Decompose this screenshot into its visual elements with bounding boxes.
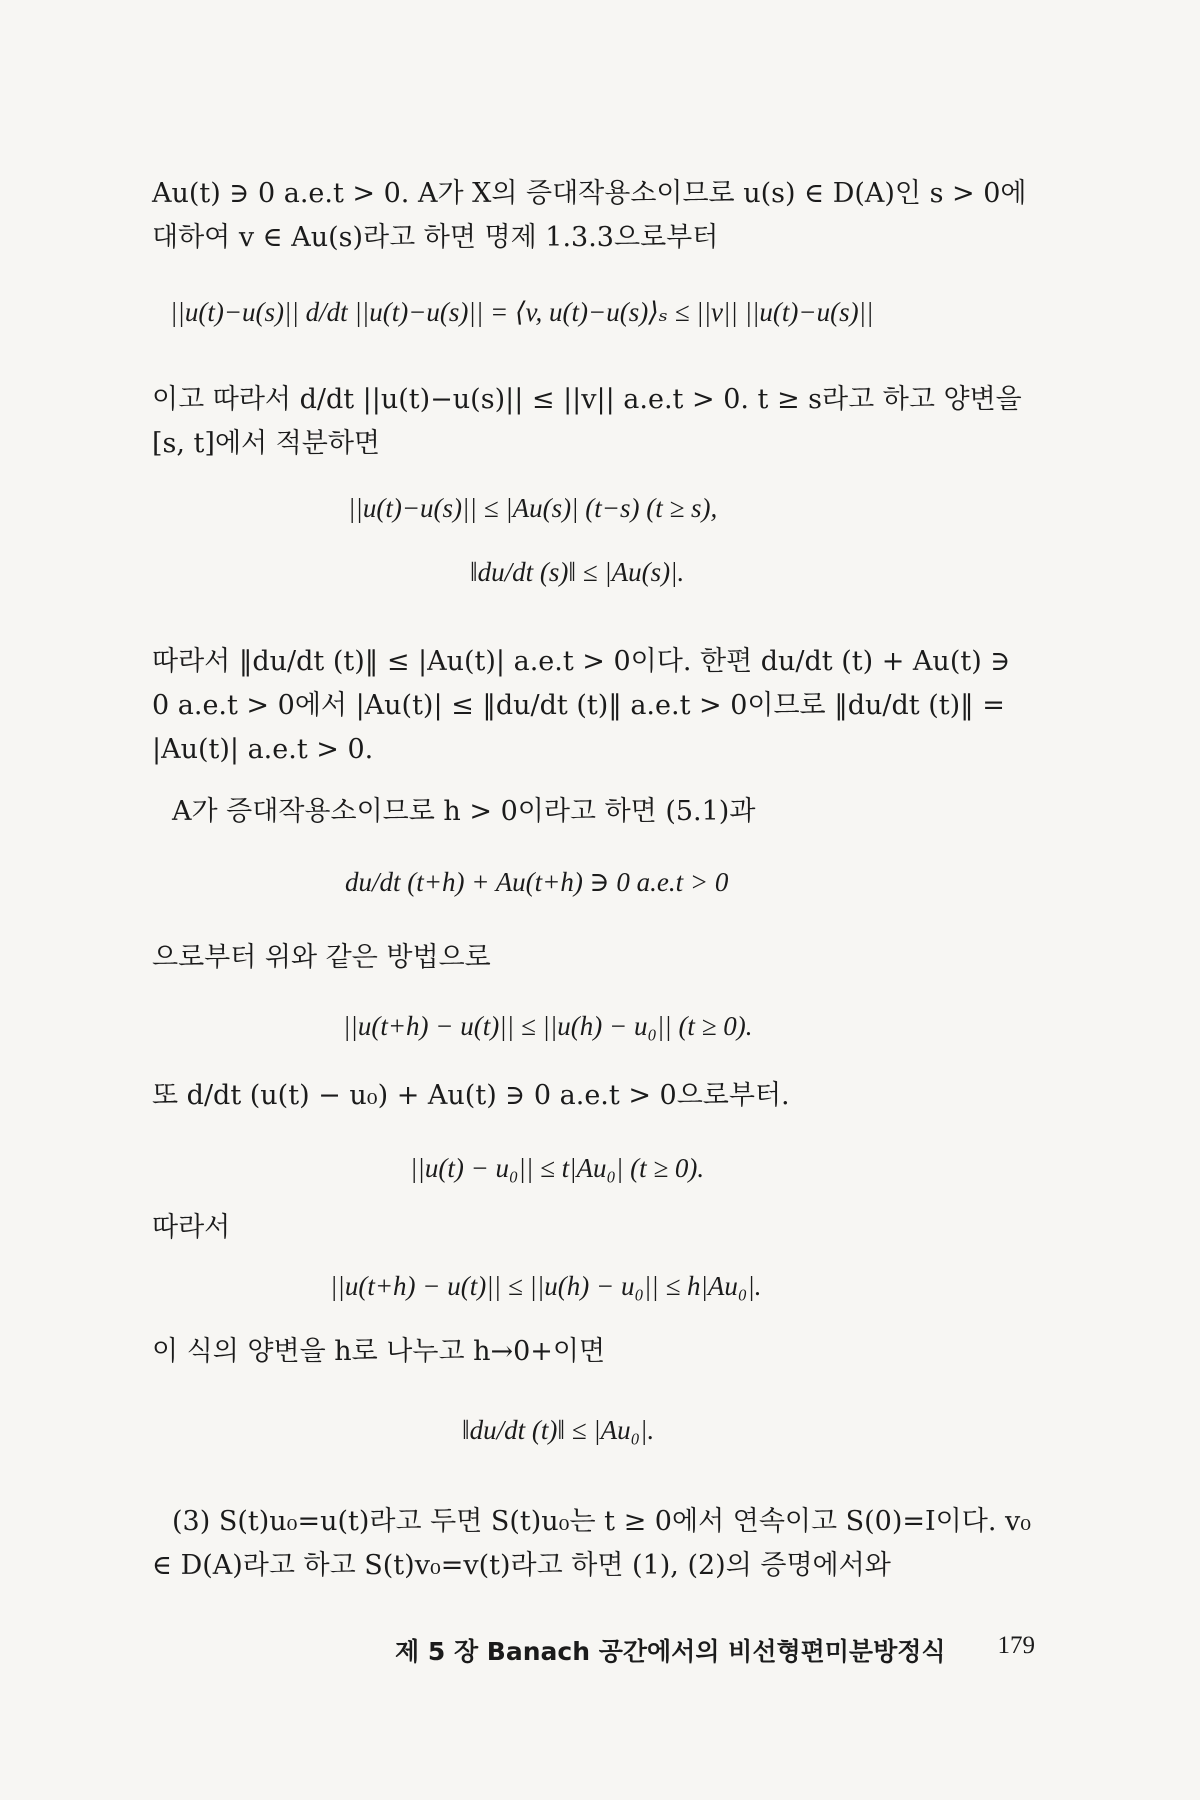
paragraph-text: 이고 따라서 d/dt ||u(t)−u(s)|| ≤ ||v|| a.e.t > 0. t ≥ s라고 하고 양변을 [s, t]에서 적분하면 <box>152 384 1022 459</box>
equation: ||u(t) − u₀|| ≤ t|Au₀| (t ≥ 0). <box>410 1153 705 1183</box>
page-number: 179 <box>997 1632 1035 1659</box>
paragraph-text: 으로부터 위와 같은 방법으로 <box>152 942 491 973</box>
paragraph <box>152 1500 1032 1602</box>
paragraph <box>152 1330 1032 1388</box>
paragraph <box>152 640 1032 786</box>
paragraph-text: Au(t) ∋ 0 a.e.t > 0. A가 X의 증대작용소이므로 u(s) ∈ D(A)인 s > 0에 대하여 v ∈ Au(s)라고 하면 명제 1.3.3으로부터 <box>152 178 1027 253</box>
paragraph-text: 또 d/dt (u(t) − u₀) + Au(t) ∋ 0 a.e.t > 0으로부터. <box>152 1080 790 1111</box>
paragraph <box>152 936 1032 994</box>
equation: ||u(t+h) − u(t)|| ≤ ||u(h) − u₀|| (t ≥ 0). <box>343 1011 753 1041</box>
equation: ||u(t)−u(s)|| d/dt ||u(t)−u(s)|| = ⟨v, u(t)−u(s)⟩ₛ ≤ ||v|| ||u(t)−u(s)|| <box>170 297 874 327</box>
page-footer <box>395 1632 1035 1668</box>
paragraph <box>152 790 1032 848</box>
paragraph <box>152 1074 1032 1132</box>
paragraph-text: 따라서 <box>152 1212 231 1243</box>
equation: ||u(t+h) − u(t)|| ≤ ||u(h) − u₀|| ≤ h|Au₀|. <box>330 1271 762 1301</box>
paragraph-text: (3) S(t)u₀=u(t)라고 두면 S(t)u₀는 t ≥ 0에서 연속이고 S(0)=I이다. v₀ ∈ D(A)라고 하고 S(t)v₀=v(t)라고 하면 (1), (2)의 증명에서와 <box>152 1506 1032 1581</box>
paragraph <box>152 172 1032 274</box>
paragraph-text: 따라서 ‖du/dt (t)‖ ≤ |Au(t)| a.e.t > 0이다. 한편 du/dt (t) + Au(t) ∋ 0 a.e.t > 0에서 |Au(t)| ≤ ‖du/dt (t)‖ a.e.t > 0이므로 ‖du/dt (t)‖ = |Au(t)| a.e.t > 0. <box>152 646 1011 765</box>
paragraph-text: A가 증대작용소이므로 h > 0이라고 하면 (5.1)과 <box>172 796 756 827</box>
paragraph-text: 이 식의 양변을 h로 나누고 h→0+이면 <box>152 1336 606 1367</box>
equation: du/dt (t+h) + Au(t+h) ∋ 0 a.e.t > 0 <box>345 867 729 897</box>
chapter-title: 제 5 장 Banach 공간에서의 비선형편미분방정식 <box>395 1637 946 1666</box>
equation: ||u(t)−u(s)|| ≤ |Au(s)| (t−s) (t ≥ s), <box>348 493 718 523</box>
equation: ‖du/dt (s)‖ ≤ |Au(s)|. <box>470 557 685 587</box>
equation: ‖du/dt (t)‖ ≤ |Au₀|. <box>462 1415 655 1445</box>
paragraph <box>152 378 1032 480</box>
paragraph <box>152 1206 1032 1264</box>
